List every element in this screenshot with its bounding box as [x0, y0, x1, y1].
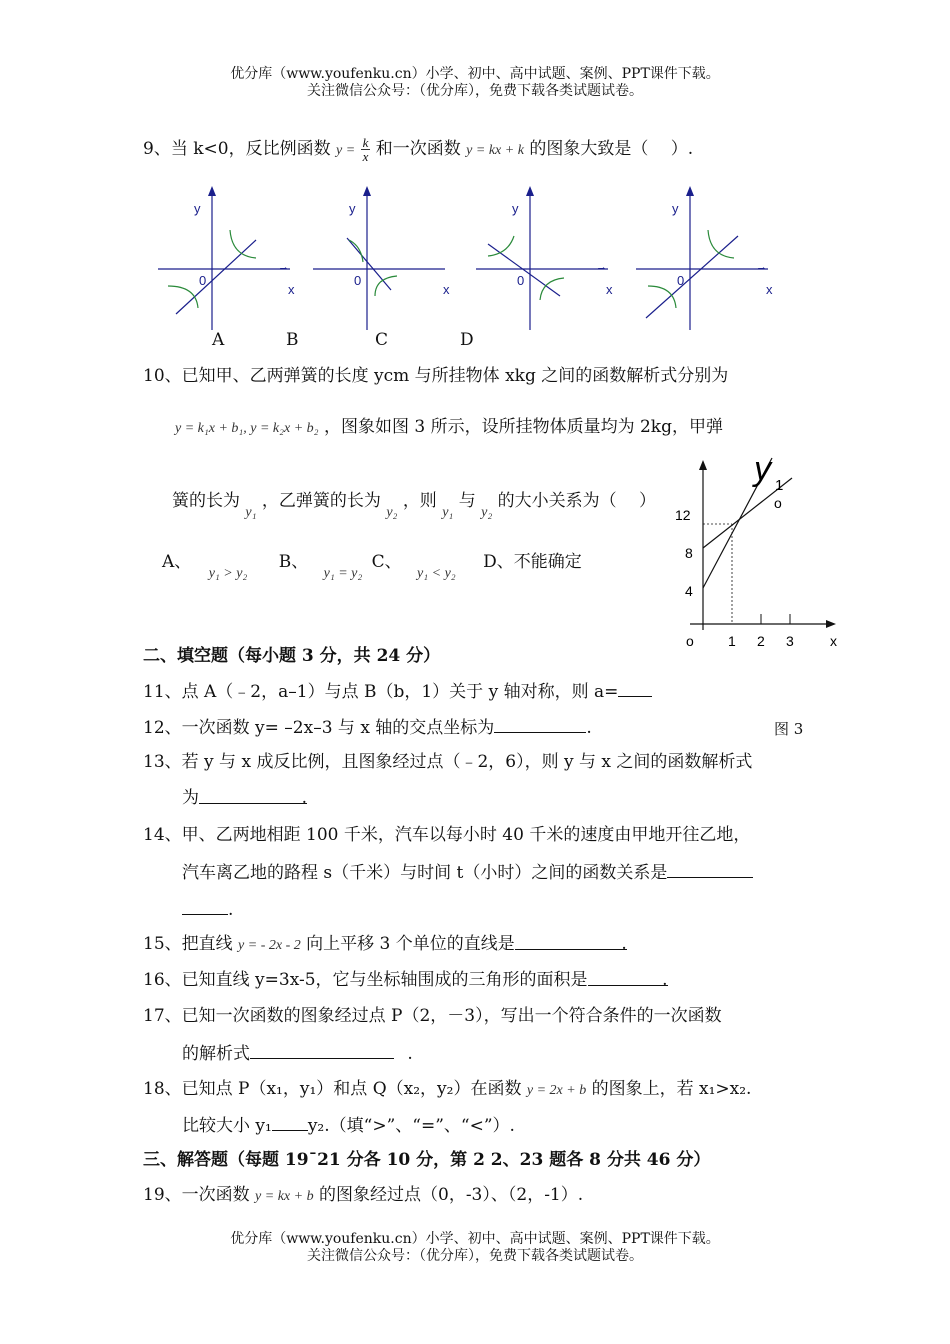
- q13-line-2: [182, 787, 307, 809]
- svg-text:y: y: [194, 201, 201, 216]
- q19-pre: 19、一次函数: [143, 1185, 250, 1205]
- q9-prefix: 9、当 k<0，反比例函数: [143, 139, 331, 159]
- q10-y1-a: y₁: [245, 505, 257, 520]
- q15-post: 向上平移 3 个单位的直线是: [306, 934, 515, 954]
- q10-line3-d: 与: [458, 491, 476, 511]
- question-15: [143, 933, 627, 957]
- svg-text:0: 0: [199, 273, 207, 288]
- q10-line3-c: ，则: [402, 491, 437, 511]
- q10-opt-c-expr: y₁ < y₂: [417, 566, 456, 581]
- svg-text:y: y: [349, 201, 356, 216]
- svg-text:4: 4: [685, 583, 693, 599]
- q10-opt-b-expr: y₁ = y₂: [323, 566, 363, 581]
- q13-l2-text: 为: [182, 788, 199, 808]
- svg-text:y: y: [672, 201, 679, 216]
- svg-text:x: x: [288, 282, 295, 297]
- svg-text:3: 3: [786, 633, 794, 649]
- figure-3: [670, 450, 850, 660]
- q10-formula: y = k₁x + b₁, y = k₂x + b₂: [175, 421, 319, 436]
- q9-option-b: B: [286, 330, 299, 350]
- q18-l2-pre: 比较大小 y₁: [182, 1116, 272, 1136]
- q11-text: 11、点 A（﹣2，a–1）与点 B（b，1）关于 y 轴对称，则 a=: [143, 682, 619, 702]
- q16-text: 16、已知直线 y=3x-5，它与坐标轴围成的三角形的面积是: [143, 970, 588, 990]
- q18-line-1: [143, 1078, 751, 1102]
- q9-post: 的图象大致是（ ）.: [529, 139, 694, 159]
- header-line-1: 优分库（www.youfenku.cn）小学、初中、高中试题、案例、PPT课件下载。: [230, 66, 720, 82]
- section-2-title: 二、填空题（每小题 3 分，共 24 分）: [143, 646, 441, 666]
- svg-text:0: 0: [517, 273, 525, 288]
- q10-y2-b: y₂: [481, 505, 493, 520]
- svg-text:2: 2: [757, 633, 765, 649]
- graph-c: [476, 186, 613, 330]
- svg-text:o: o: [774, 495, 782, 511]
- q9-mid: 和一次函数: [375, 139, 461, 159]
- q12-text: 12、一次函数 y= –2x–3 与 x 轴的交点坐标为: [143, 718, 495, 738]
- q18-l1-pre: 18、已知点 P（x₁，y₁）和点 Q（x₂，y₂）在函数: [143, 1079, 522, 1099]
- q13-end: .: [301, 788, 307, 808]
- q19-post: 的图象经过点（0，-3）、（2，-1）.: [319, 1185, 584, 1205]
- svg-text:x: x: [606, 282, 613, 297]
- q14-blank-a[interactable]: [667, 861, 753, 878]
- svg-text:0: 0: [354, 273, 362, 288]
- q13-blank[interactable]: [199, 787, 307, 808]
- svg-text:12: 12: [675, 507, 691, 523]
- q10-opt-a: A、: [162, 552, 192, 572]
- q14-blank-b[interactable]: [182, 898, 228, 915]
- q9-option-c: C: [375, 330, 389, 350]
- figure-3-caption: 图 3: [774, 720, 804, 738]
- q15-expr: y = - 2x - 2: [238, 938, 301, 953]
- svg-text:x: x: [830, 633, 837, 649]
- svg-text:→: →: [278, 261, 289, 273]
- q15-end: .: [621, 934, 627, 954]
- q17-line-1: 17、已知一次函数的图象经过点 P（2，－3），写出一个符合条件的一次函数: [143, 1006, 722, 1026]
- page-header: [0, 66, 950, 100]
- question-19: [143, 1184, 583, 1208]
- q12-end: .: [586, 718, 592, 738]
- q13-line-1: 13、若 y 与 x 成反比例，且图象经过点（﹣2，6），则 y 与 x 之间的函数解析式: [143, 752, 753, 772]
- q9-option-d: D: [460, 330, 474, 350]
- q9-graphs: [150, 180, 790, 340]
- q17-end: .: [407, 1044, 413, 1064]
- q14-line-1: 14、甲、乙两地相距 100 千米，汽车以每小时 40 千米的速度由甲地开往乙地，: [143, 825, 751, 845]
- question-11: [143, 680, 652, 703]
- q10-opt-d: D、不能确定: [483, 552, 582, 572]
- svg-text:x: x: [443, 282, 450, 297]
- footer-line-2: 关注微信公众号：（优分库），免费下载各类试题试卷。: [307, 1248, 643, 1264]
- svg-text:x: x: [766, 282, 773, 297]
- q19-expr: y = kx + b: [255, 1189, 314, 1204]
- q9-option-a: A: [212, 330, 225, 350]
- question-9: [143, 136, 693, 163]
- svg-text:1: 1: [775, 477, 784, 494]
- q10-opt-a-expr: y₁ > y₂: [208, 566, 248, 581]
- q9-frac-num: k: [362, 135, 369, 150]
- svg-text:→: →: [596, 261, 607, 273]
- q10-y2-a: y₂: [386, 505, 398, 520]
- q14-l2-text: 汽车离乙地的路程 s（千米）与时间 t（小时）之间的函数关系是: [182, 863, 668, 883]
- q10-line-1: 10、已知甲、乙两弹簧的长度 ycm 与所挂物体 xkg 之间的函数解析式分别为: [143, 366, 729, 386]
- q9-frac-lhs: y =: [336, 143, 356, 158]
- header-line-2: 关注微信公众号：（优分库），免费下载各类试题试卷。: [307, 83, 643, 99]
- svg-text:→: →: [756, 261, 767, 273]
- q18-blank[interactable]: [272, 1114, 308, 1131]
- svg-text:0: 0: [677, 273, 685, 288]
- q17-l2-text: 的解析式: [182, 1044, 250, 1064]
- q10-y1-b: y₁: [442, 505, 454, 520]
- q10-line3-e: 的大小关系为（ ）: [497, 491, 657, 511]
- footer-line-1: 优分库（www.youfenku.cn）小学、初中、高中试题、案例、PPT课件下载。: [230, 1231, 720, 1247]
- q10-line-3: [172, 490, 657, 520]
- q9-fraction: [361, 136, 371, 163]
- q14-end: .: [228, 900, 234, 920]
- q17-blank[interactable]: [250, 1042, 394, 1059]
- q10-options: [162, 551, 582, 581]
- question-16: [143, 969, 668, 991]
- q18-line-2: [182, 1114, 515, 1137]
- question-12: [143, 716, 592, 739]
- q10-opt-c: C、: [371, 552, 402, 572]
- graph-b: [313, 186, 450, 330]
- q15-pre: 15、把直线: [143, 934, 233, 954]
- svg-text:y: y: [754, 450, 771, 488]
- q14-line-3: [182, 898, 233, 921]
- q16-blank[interactable]: [588, 969, 668, 990]
- q9-frac-den: x: [362, 149, 369, 164]
- q18-l2-mid: y₂.（填“>”、“=”、“<”）.: [307, 1116, 515, 1136]
- q18-expr: y = 2x + b: [526, 1083, 587, 1098]
- q11-blank[interactable]: [618, 680, 652, 697]
- q10-line-2-post: ，图象如图 3 所示，设所挂物体质量均为 2kg，甲弹: [323, 417, 723, 437]
- q9-linear: y = kx + k: [466, 143, 524, 158]
- graph-a: [158, 186, 295, 330]
- q16-end: .: [662, 970, 668, 990]
- svg-text:o: o: [686, 633, 694, 649]
- q10-opt-b: B、: [278, 552, 309, 572]
- q15-blank[interactable]: [515, 933, 627, 954]
- q10-line-2: [175, 416, 723, 440]
- q17-line-2: [182, 1042, 413, 1065]
- q12-blank[interactable]: [494, 716, 586, 733]
- svg-text:1: 1: [728, 633, 736, 649]
- q10-line3-a: 簧的长为: [172, 491, 240, 511]
- q10-line3-b: ，乙弹簧的长为: [261, 491, 381, 511]
- q14-line-2: [182, 861, 753, 884]
- q18-l1-post: 的图象上，若 x₁>x₂.: [591, 1079, 752, 1099]
- svg-text:y: y: [512, 201, 519, 216]
- section-3-title: 三、解答题（每题 19¯21 分各 10 分，第 2 2、23 题各 8 分共 46 分）: [143, 1150, 711, 1170]
- page-footer: [0, 1231, 950, 1265]
- graph-d: [636, 186, 773, 330]
- svg-text:8: 8: [685, 545, 693, 561]
